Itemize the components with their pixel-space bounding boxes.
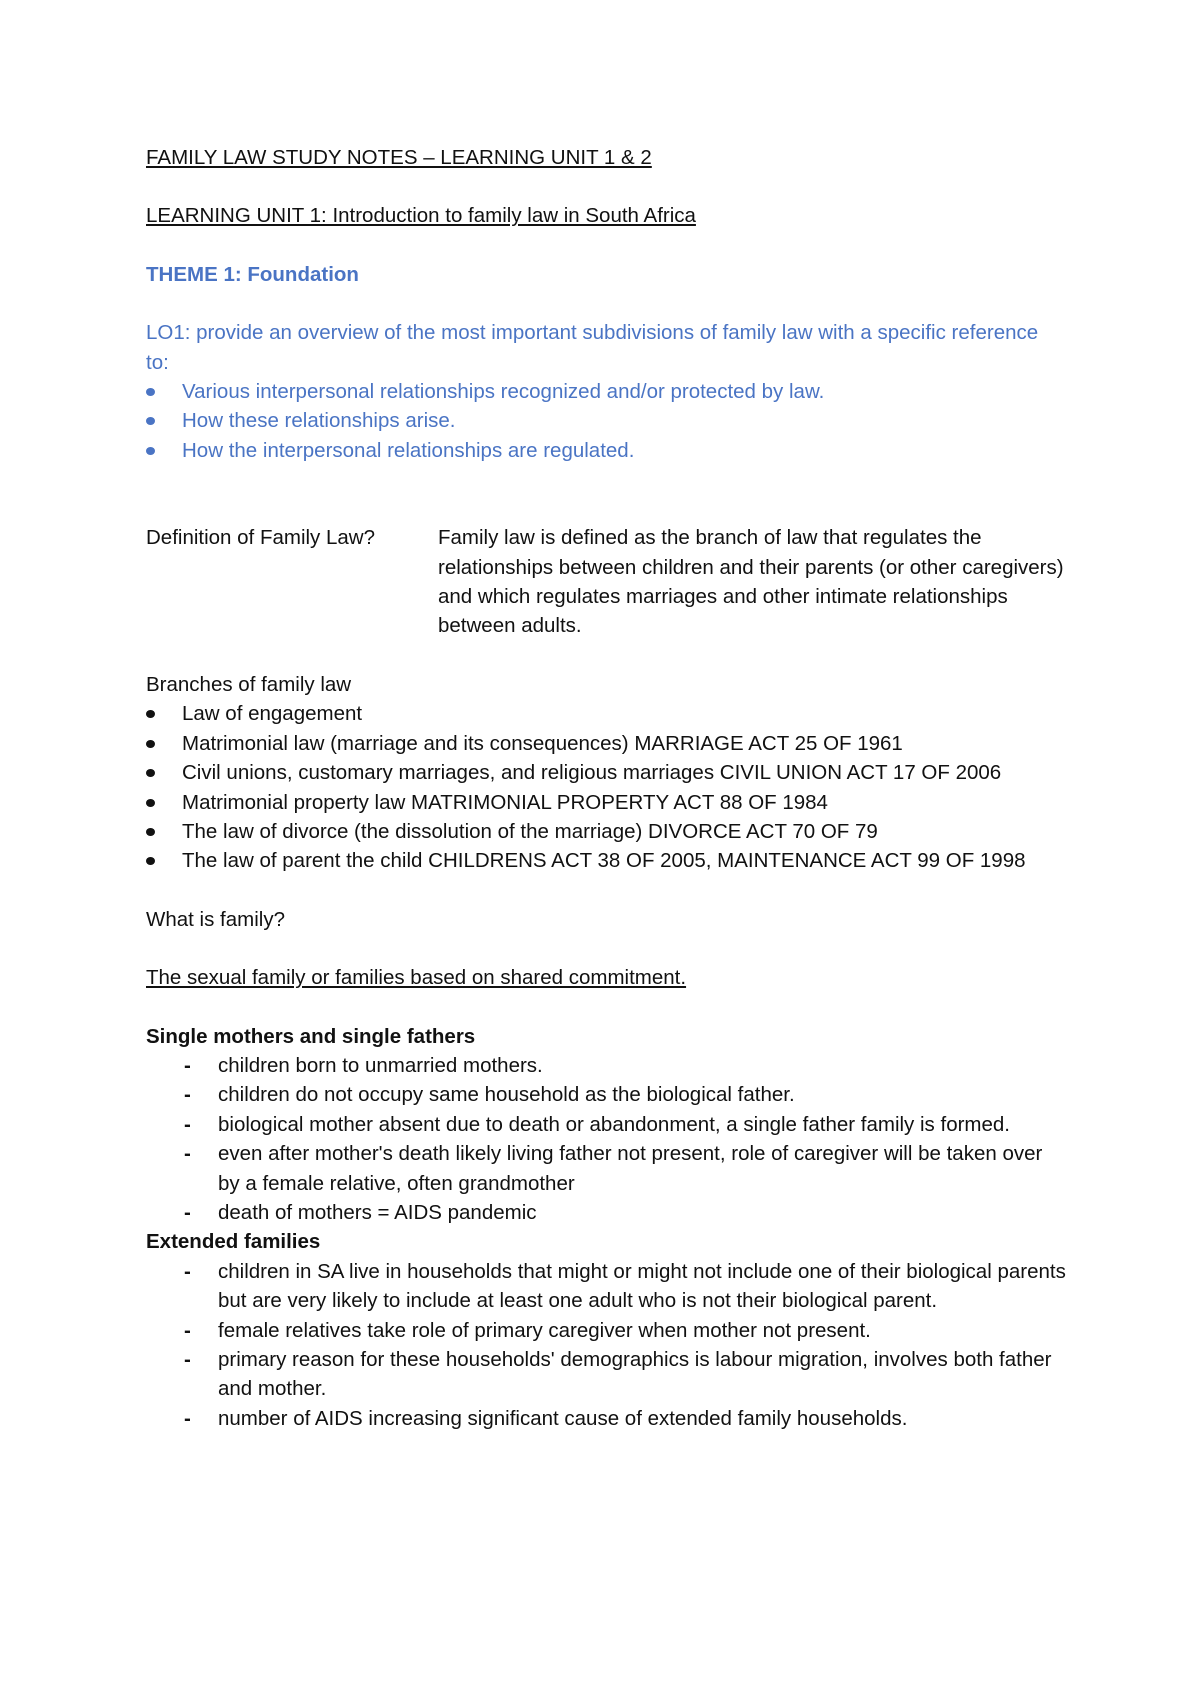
- list-item: The law of divorce (the dissolution of the marriage) DIVORCE ACT 70 OF 79: [146, 817, 1066, 846]
- list-item: How the interpersonal relationships are regulated.: [146, 436, 1066, 465]
- list-item: - biological mother absent due to death or abandonment, a single father family is formed.: [146, 1110, 1066, 1139]
- list-item: The law of parent the child CHILDRENS ACT 38 OF 2005, MAINTENANCE ACT 99 OF 1998: [146, 846, 1066, 875]
- dash-icon: -: [184, 1318, 191, 1342]
- dash-icon: -: [184, 1406, 191, 1430]
- lo1-list: [146, 377, 1066, 465]
- bullet-icon: [146, 799, 155, 807]
- definition-row: [146, 523, 1066, 641]
- list-item: Matrimonial property law MATRIMONIAL PROPERTY ACT 88 OF 1984: [146, 788, 1066, 817]
- bullet-icon: [146, 388, 155, 396]
- branches-heading: Branches of family law: [146, 672, 352, 696]
- list-item: - female relatives take role of primary caregiver when mother not present.: [146, 1316, 1066, 1345]
- single-parents-heading: Single mothers and single fathers: [146, 1024, 476, 1048]
- list-item: Matrimonial law (marriage and its consequences) MARRIAGE ACT 25 OF 1961: [146, 729, 1066, 758]
- list-item: - number of AIDS increasing significant cause of extended family households.: [146, 1404, 1066, 1433]
- bullet-icon: [146, 417, 155, 425]
- what-is-family-heading: What is family?: [146, 907, 285, 931]
- dash-icon: -: [184, 1112, 191, 1136]
- dash-icon: -: [184, 1053, 191, 1077]
- dash-icon: -: [184, 1259, 191, 1283]
- lo1-intro: LO1: provide an overview of the most important subdivisions of family law with a specific reference to:: [146, 321, 1039, 374]
- bullet-icon: [146, 740, 155, 748]
- bullet-icon: [146, 447, 155, 455]
- list-item: - primary reason for these households' demographics is labour migration, involves both father and mother.: [146, 1345, 1066, 1404]
- list-item: Various interpersonal relationships recognized and/or protected by law.: [146, 377, 1066, 406]
- list-item: - children born to unmarried mothers.: [146, 1051, 1066, 1080]
- document-page: [146, 143, 1066, 1433]
- dash-icon: -: [184, 1200, 191, 1224]
- list-item: - even after mother's death likely living father not present, role of caregiver will be taken over by a female relative, often grandmother: [146, 1139, 1066, 1198]
- list-item: Law of engagement: [146, 699, 1066, 728]
- list-item: - children in SA live in households that might or might not include one of their biological parents but are very likely to include at least one adult who is not their biological parent.: [146, 1257, 1066, 1316]
- theme-heading: THEME 1: Foundation: [146, 262, 359, 286]
- branches-list: [146, 699, 1066, 875]
- definition-body: Family law is defined as the branch of law that regulates the relationships between children and their parents (or other caregivers) and which regulates marriages and other intimate relationships between adults.: [438, 526, 1064, 638]
- dash-icon: -: [184, 1142, 191, 1166]
- learning-unit-title: LEARNING UNIT 1: Introduction to family law in South Africa: [146, 204, 696, 228]
- dash-icon: -: [184, 1348, 191, 1371]
- list-item: Civil unions, customary marriages, and religious marriages CIVIL UNION ACT 17 OF 2006: [146, 758, 1066, 787]
- bullet-icon: [146, 857, 155, 865]
- lo1-block: [146, 318, 1066, 465]
- extended-families-heading: Extended families: [146, 1230, 321, 1254]
- bullet-icon: [146, 710, 155, 718]
- list-item: - death of mothers = AIDS pandemic: [146, 1198, 1066, 1227]
- single-parents-list: [146, 1051, 1066, 1227]
- extended-families-list: [146, 1257, 1066, 1433]
- definition-term: Definition of Family Law?: [146, 526, 376, 550]
- bullet-icon: [146, 769, 155, 777]
- sexual-family-heading: The sexual family or families based on shared commitment.: [146, 966, 687, 990]
- bullet-icon: [146, 828, 155, 836]
- dash-icon: -: [184, 1083, 191, 1107]
- list-item: - children do not occupy same household as the biological father.: [146, 1080, 1066, 1109]
- list-item: How these relationships arise.: [146, 406, 1066, 435]
- document-title: FAMILY LAW STUDY NOTES – LEARNING UNIT 1 & 2: [146, 146, 652, 169]
